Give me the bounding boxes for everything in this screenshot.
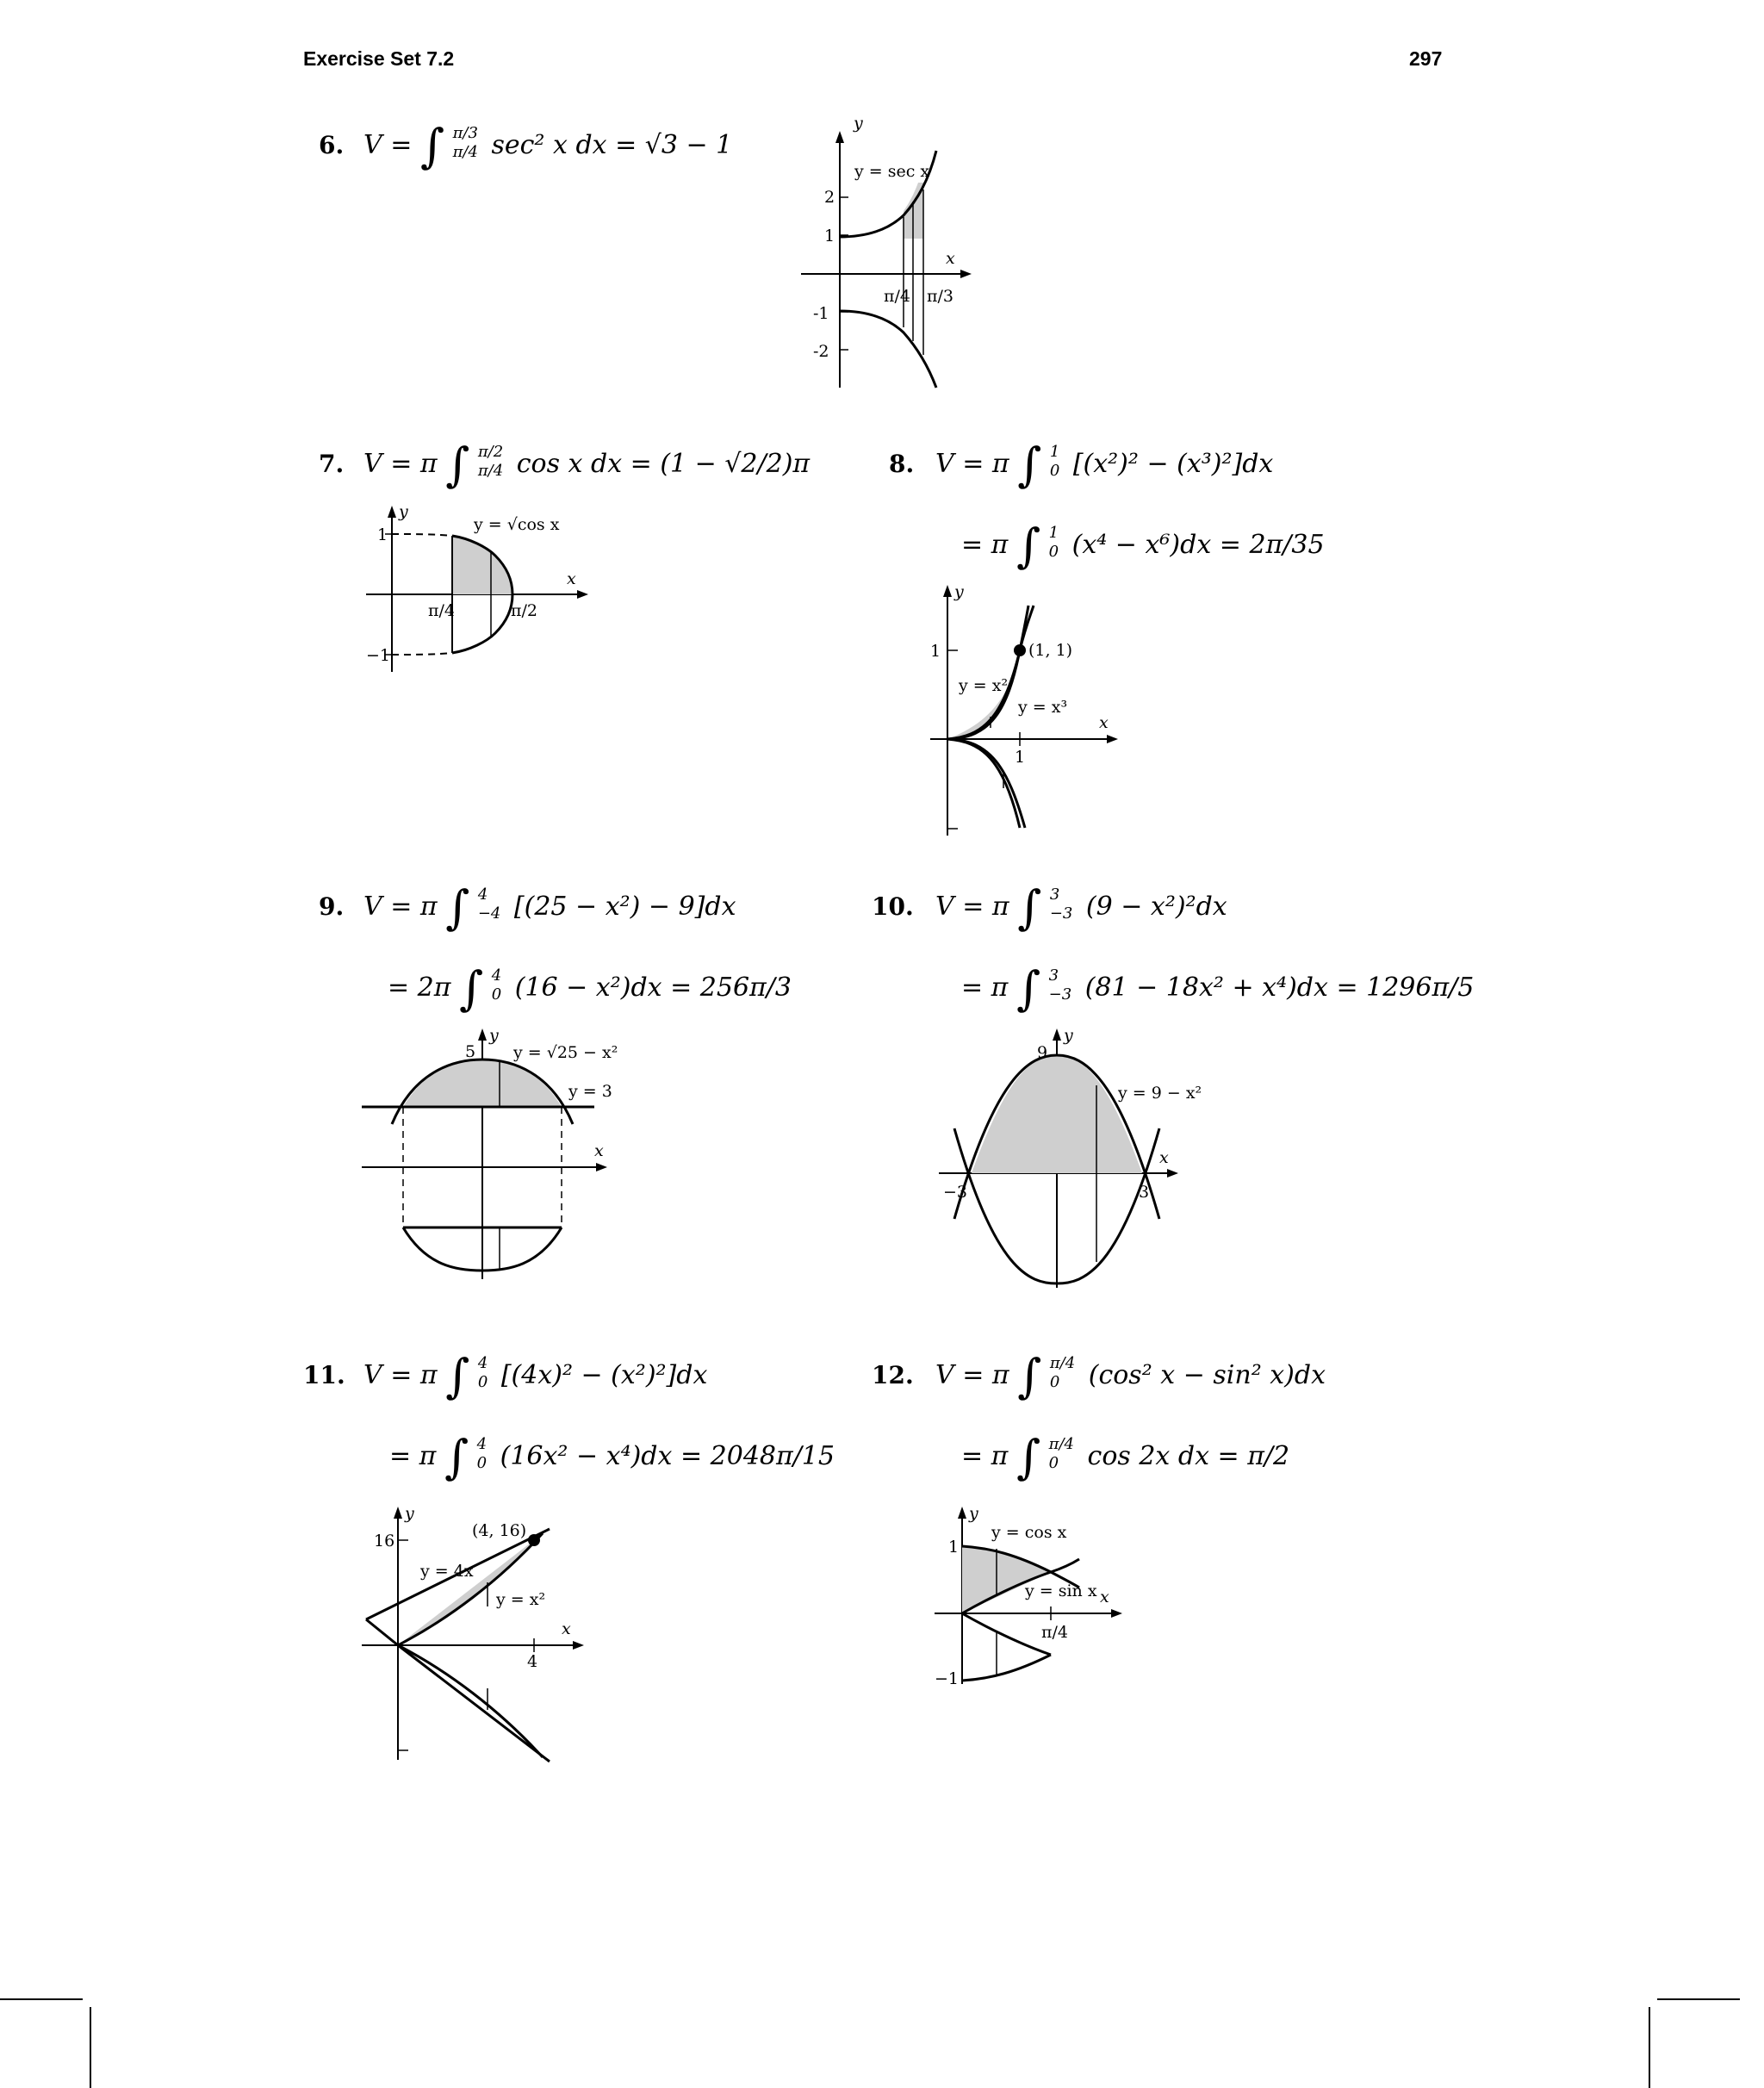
integral-sign: ∫ [445, 880, 470, 935]
problem-number: 6. [319, 131, 345, 159]
lower-limit: 0 [1049, 1373, 1060, 1391]
problem-number: 7. [319, 450, 345, 478]
curve-x-squared [398, 1533, 546, 1645]
equation-line [363, 880, 736, 935]
integral-limits [1050, 886, 1073, 923]
x-tick-label: π/4 [1041, 1623, 1068, 1642]
lower-limit: 0 [1048, 543, 1059, 561]
equation-prefix: = π [961, 1441, 1009, 1471]
curve-label: y = 4x [420, 1562, 474, 1581]
curve-label: y = sec x [854, 162, 930, 181]
curve-label: y = cos x [991, 1523, 1067, 1542]
sec-curve-lower [840, 311, 936, 388]
upper-limit: 4 [476, 1435, 488, 1453]
equation-line [935, 438, 1274, 492]
integral-sign: ∫ [1016, 1430, 1041, 1484]
integral-limits [1050, 443, 1059, 481]
integral-sign: ∫ [1017, 880, 1042, 935]
problem-number: 12. [872, 1361, 914, 1389]
equation-body: (16x² − x⁴)dx = 2048π/15 [500, 1441, 835, 1471]
figure-9 [362, 1025, 618, 1283]
figure-6 [801, 114, 973, 396]
y-axis-label: y [954, 582, 964, 601]
integral-limits [477, 1435, 487, 1473]
equation-line [961, 961, 1475, 1016]
integral-limits [478, 443, 503, 481]
curve-label: y = x³ [1018, 698, 1068, 717]
integral-sign: ∫ [1017, 1349, 1042, 1403]
lower-limit: −3 [1049, 904, 1073, 923]
upper-limit: 4 [477, 1354, 488, 1372]
shaded-region [962, 1546, 1051, 1613]
y-tick-label: −1 [935, 1669, 960, 1688]
y-tick-label: 16 [374, 1532, 395, 1550]
x-axis-label: x [1159, 1148, 1169, 1167]
integral-limits [492, 966, 501, 1004]
lower-limit: −4 [477, 904, 501, 923]
x-tick-label: 1 [1015, 748, 1026, 767]
integral-sign: ∫ [445, 1349, 470, 1403]
lower-limit: π/4 [452, 143, 478, 161]
figure-10 [930, 1025, 1214, 1292]
curve-label: y = x² [959, 676, 1009, 695]
curve-label: y = √cos x [474, 515, 560, 534]
lower-limit: 0 [1048, 1454, 1059, 1472]
integral-sign: ∫ [419, 119, 445, 173]
y-axis-label: y [854, 114, 863, 133]
integral-limits [1049, 524, 1059, 562]
y-axis-label: y [405, 1504, 414, 1523]
equation-prefix: V = π [935, 1360, 1009, 1390]
upper-limit: 3 [1049, 886, 1060, 904]
upper-limit: 1 [1049, 443, 1060, 461]
y-tick-label: −1 [366, 646, 391, 665]
y-tick-label: 9 [1037, 1043, 1048, 1062]
equation-body: (cos² x − sin² x)dx [1088, 1360, 1326, 1390]
lower-limit: −3 [1048, 985, 1072, 1004]
equation-line [935, 880, 1227, 935]
equation-prefix: = π [389, 1441, 437, 1471]
equation-prefix: V = π [935, 892, 1009, 922]
upper-limit: π/4 [1049, 1354, 1076, 1372]
x-tick-label: 4 [527, 1652, 538, 1671]
equation-line [363, 438, 811, 492]
y-axis-label: y [399, 502, 408, 521]
figure-7 [366, 504, 590, 676]
equation-body: cos x dx = (1 − √2/2)π [516, 449, 811, 479]
equation-line [363, 119, 733, 173]
equation-body: (9 − x²)²dx [1085, 892, 1227, 922]
equation-body: sec² x dx = √3 − 1 [491, 130, 733, 160]
x-tick-label: 3 [1139, 1183, 1150, 1202]
figure-12 [935, 1503, 1133, 1693]
y-tick-label: 1 [377, 525, 388, 544]
y-tick-label: 1 [948, 1538, 960, 1557]
equation-line [363, 1349, 708, 1403]
crop-mark [1649, 2007, 1650, 2088]
equation-body: [(25 − x²) − 9]dx [513, 892, 736, 922]
equation-body: [(x²)² − (x³)²]dx [1072, 449, 1274, 479]
shaded-region [403, 1060, 562, 1107]
equation-prefix: V = [363, 130, 420, 160]
upper-limit: π/3 [452, 124, 478, 142]
equation-body: [(4x)² − (x²)²]dx [500, 1360, 708, 1390]
equation-prefix: V = π [363, 449, 438, 479]
integral-limits [478, 886, 501, 923]
equation-prefix: V = π [363, 1360, 438, 1390]
x-tick-label: π/4 [428, 601, 455, 620]
upper-limit: 1 [1048, 524, 1059, 542]
upper-limit: 4 [477, 886, 488, 904]
lower-limit: 0 [1049, 462, 1060, 480]
equation-line [935, 1349, 1326, 1403]
x-axis-label: x [594, 1141, 604, 1160]
equation-body: cos 2x dx = π/2 [1087, 1441, 1290, 1471]
x-axis-label: x [562, 1619, 571, 1638]
problem-number: 9. [319, 892, 345, 921]
intersection-point [528, 1534, 540, 1546]
equation-prefix: = 2π [388, 973, 451, 1003]
crop-mark [90, 2007, 91, 2088]
equation-prefix: V = π [363, 892, 438, 922]
integral-limits [478, 1354, 488, 1392]
equation-line [961, 1430, 1290, 1484]
y-tick-label: 2 [824, 188, 835, 207]
problem-number: 10. [872, 892, 914, 921]
crop-mark [0, 1998, 83, 2000]
running-header-title: Exercise Set 7.2 [303, 47, 455, 70]
curve-label: y = √25 − x² [513, 1043, 618, 1062]
x-tick-label: π/4 [884, 287, 910, 306]
figure-8 [930, 581, 1128, 840]
lower-limit: 0 [491, 985, 502, 1004]
problem-number: 11. [303, 1361, 345, 1389]
lower-limit: 0 [477, 1373, 488, 1391]
integral-sign: ∫ [444, 1430, 469, 1484]
crop-mark [1657, 1998, 1740, 2000]
integral-limits [1049, 966, 1072, 1004]
curve-label: y = sin x [1025, 1582, 1097, 1600]
page-number: 297 [1409, 47, 1443, 70]
curve-label: y = x² [496, 1590, 546, 1609]
curve-label: y = 3 [568, 1082, 612, 1101]
equation-body: (16 − x²)dx = 256π/3 [514, 973, 792, 1003]
x-tick-label: π/2 [511, 601, 537, 620]
integral-sign: ∫ [1016, 961, 1041, 1016]
problem-number: 8. [889, 450, 915, 478]
equation-line [388, 961, 792, 1016]
curve-label: y = 9 − x² [1118, 1084, 1202, 1103]
integral-sign: ∫ [1017, 438, 1042, 492]
integral-limits [453, 124, 478, 162]
lower-limit: π/4 [477, 462, 504, 480]
intersection-point [1014, 644, 1026, 656]
lower-limit: 0 [476, 1454, 488, 1472]
upper-limit: π/4 [1048, 1435, 1074, 1453]
y-axis-label: y [969, 1504, 978, 1523]
integral-sign: ∫ [459, 961, 484, 1016]
x-axis-label: x [1099, 713, 1109, 732]
equation-prefix: V = π [935, 449, 1009, 479]
equation-prefix: = π [961, 973, 1009, 1003]
figure-11 [362, 1503, 586, 1766]
upper-limit: π/2 [477, 443, 504, 461]
y-tick-label: -1 [813, 304, 829, 323]
x-axis-label: x [1100, 1588, 1109, 1606]
equation-line [389, 1430, 835, 1484]
point-label: (4, 16) [472, 1521, 527, 1540]
equation-body: (81 − 18x² + x⁴)dx = 1296π/5 [1084, 973, 1475, 1003]
x-tick-label: π/3 [927, 287, 953, 306]
y-axis-label: y [489, 1026, 499, 1045]
equation-body: (x⁴ − x⁶)dx = 2π/35 [1071, 530, 1325, 560]
y-tick-label: -2 [813, 342, 829, 361]
integral-sign: ∫ [1016, 519, 1041, 573]
equation-prefix: = π [961, 530, 1009, 560]
y-tick-label: 1 [930, 642, 941, 661]
upper-limit: 4 [491, 966, 502, 985]
y-axis-label: y [1064, 1026, 1073, 1045]
integral-limits [1050, 1354, 1075, 1392]
y-tick-label: 5 [465, 1042, 476, 1061]
x-axis-label: x [946, 249, 955, 268]
y-tick-label: 1 [824, 227, 835, 245]
point-label: (1, 1) [1028, 641, 1073, 660]
x-tick-label: −3 [943, 1183, 968, 1202]
integral-sign: ∫ [445, 438, 470, 492]
upper-limit: 3 [1048, 966, 1059, 985]
x-axis-label: x [567, 569, 576, 588]
integral-limits [1049, 1435, 1074, 1473]
equation-line [961, 519, 1325, 573]
shaded-region [972, 1055, 1142, 1173]
